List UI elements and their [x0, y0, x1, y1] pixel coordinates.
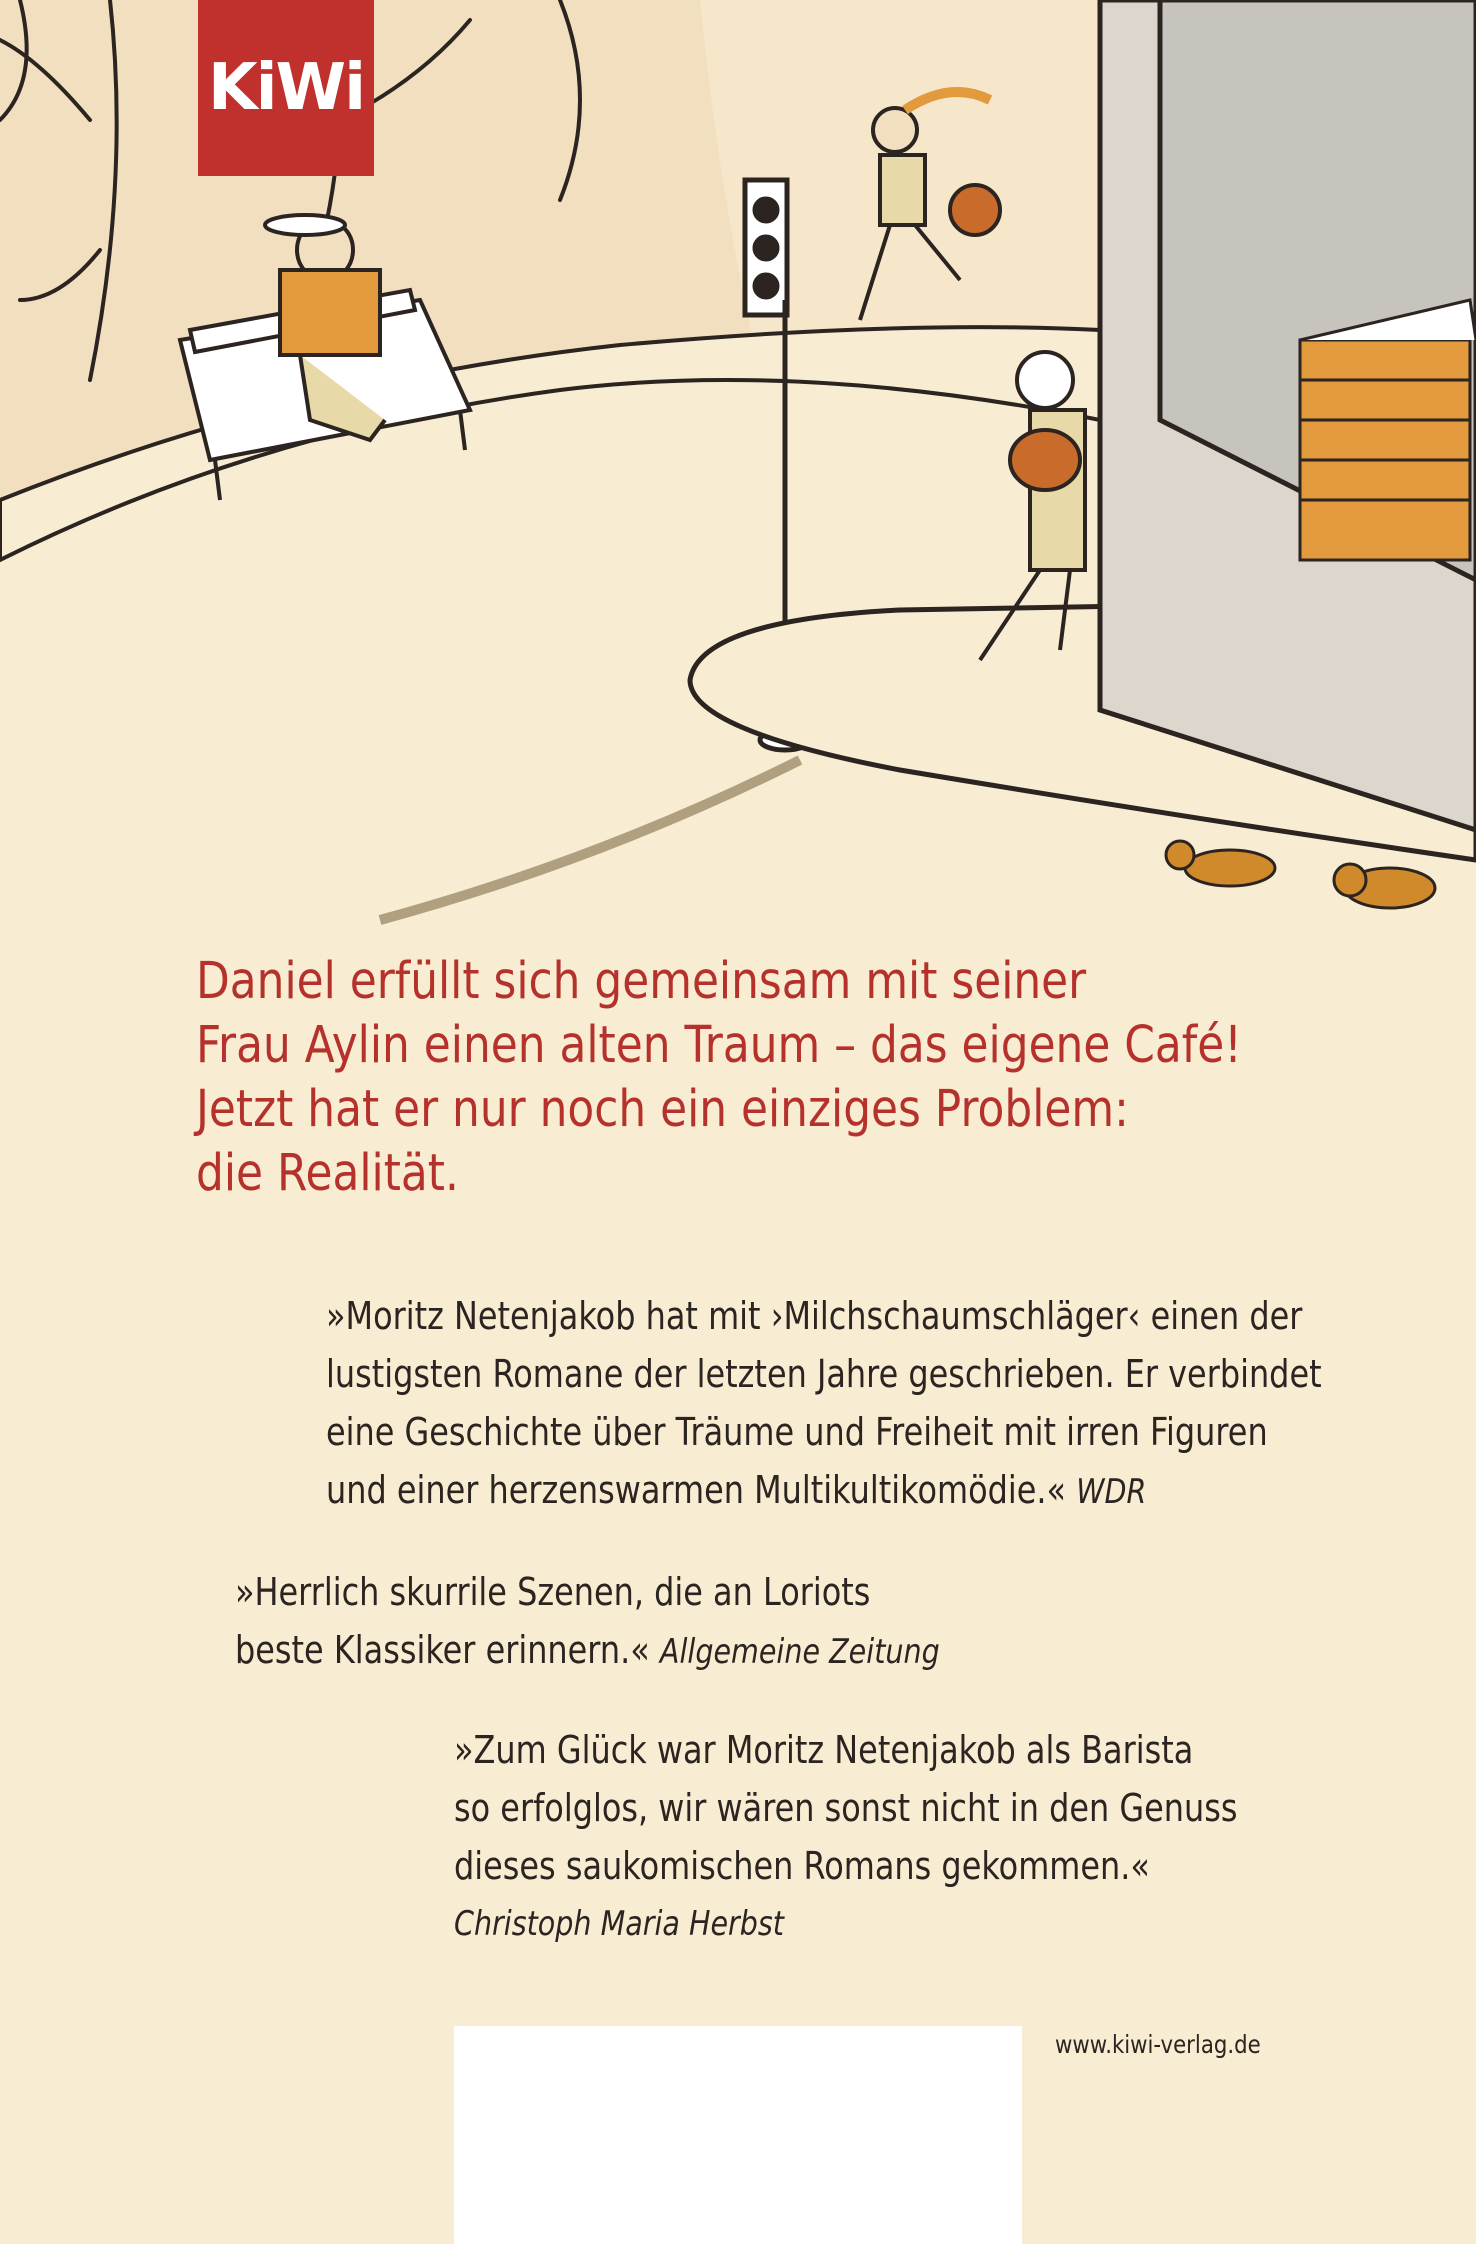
quote-source: WDR [1076, 1472, 1147, 1512]
quote-line: »Moritz Netenjakob hat mit ›Milchschaumschläger‹ einen der [326, 1294, 1303, 1338]
quote-line: und einer herzenswarmen Multikultikomödie.« [326, 1468, 1067, 1512]
publisher-url[interactable]: www.kiwi-verlag.de [1055, 2030, 1261, 2059]
publisher-logo: KiWi [198, 0, 374, 176]
quote-line: beste Klassiker erinnern.« [235, 1628, 650, 1672]
quote-source: Christoph Maria Herbst [454, 1904, 784, 1944]
review-quote-herbst [454, 1721, 1237, 1953]
quote-line: so erfolglos, wir wären sonst nicht in den Genuss [454, 1786, 1238, 1830]
tagline-line: Jetzt hat er nur noch ein einziges Problem: [196, 1080, 1129, 1139]
tagline-line: Frau Aylin einen alten Traum – das eigene Café! [196, 1016, 1242, 1075]
review-quote-wdr [326, 1287, 1322, 1521]
quote-line: eine Geschichte über Träume und Freiheit mit irren Figuren [326, 1410, 1268, 1454]
quote-line: »Herrlich skurrile Szenen, die an Loriots [235, 1570, 871, 1614]
quote-line: »Zum Glück war Moritz Netenjakob als Barista [454, 1728, 1194, 1772]
review-quote-allgemeine-zeitung [235, 1563, 940, 1681]
quote-line: dieses saukomischen Romans gekommen.« [454, 1844, 1150, 1888]
barcode-area [454, 2026, 1022, 2244]
quote-line: lustigsten Romane der letzten Jahre geschrieben. Er verbindet [326, 1352, 1322, 1396]
tagline-line: Daniel erfüllt sich gemeinsam mit seiner [196, 952, 1087, 1011]
tagline [196, 950, 1242, 1206]
tagline-line: die Realität. [196, 1144, 459, 1203]
quote-source: Allgemeine Zeitung [659, 1632, 940, 1672]
